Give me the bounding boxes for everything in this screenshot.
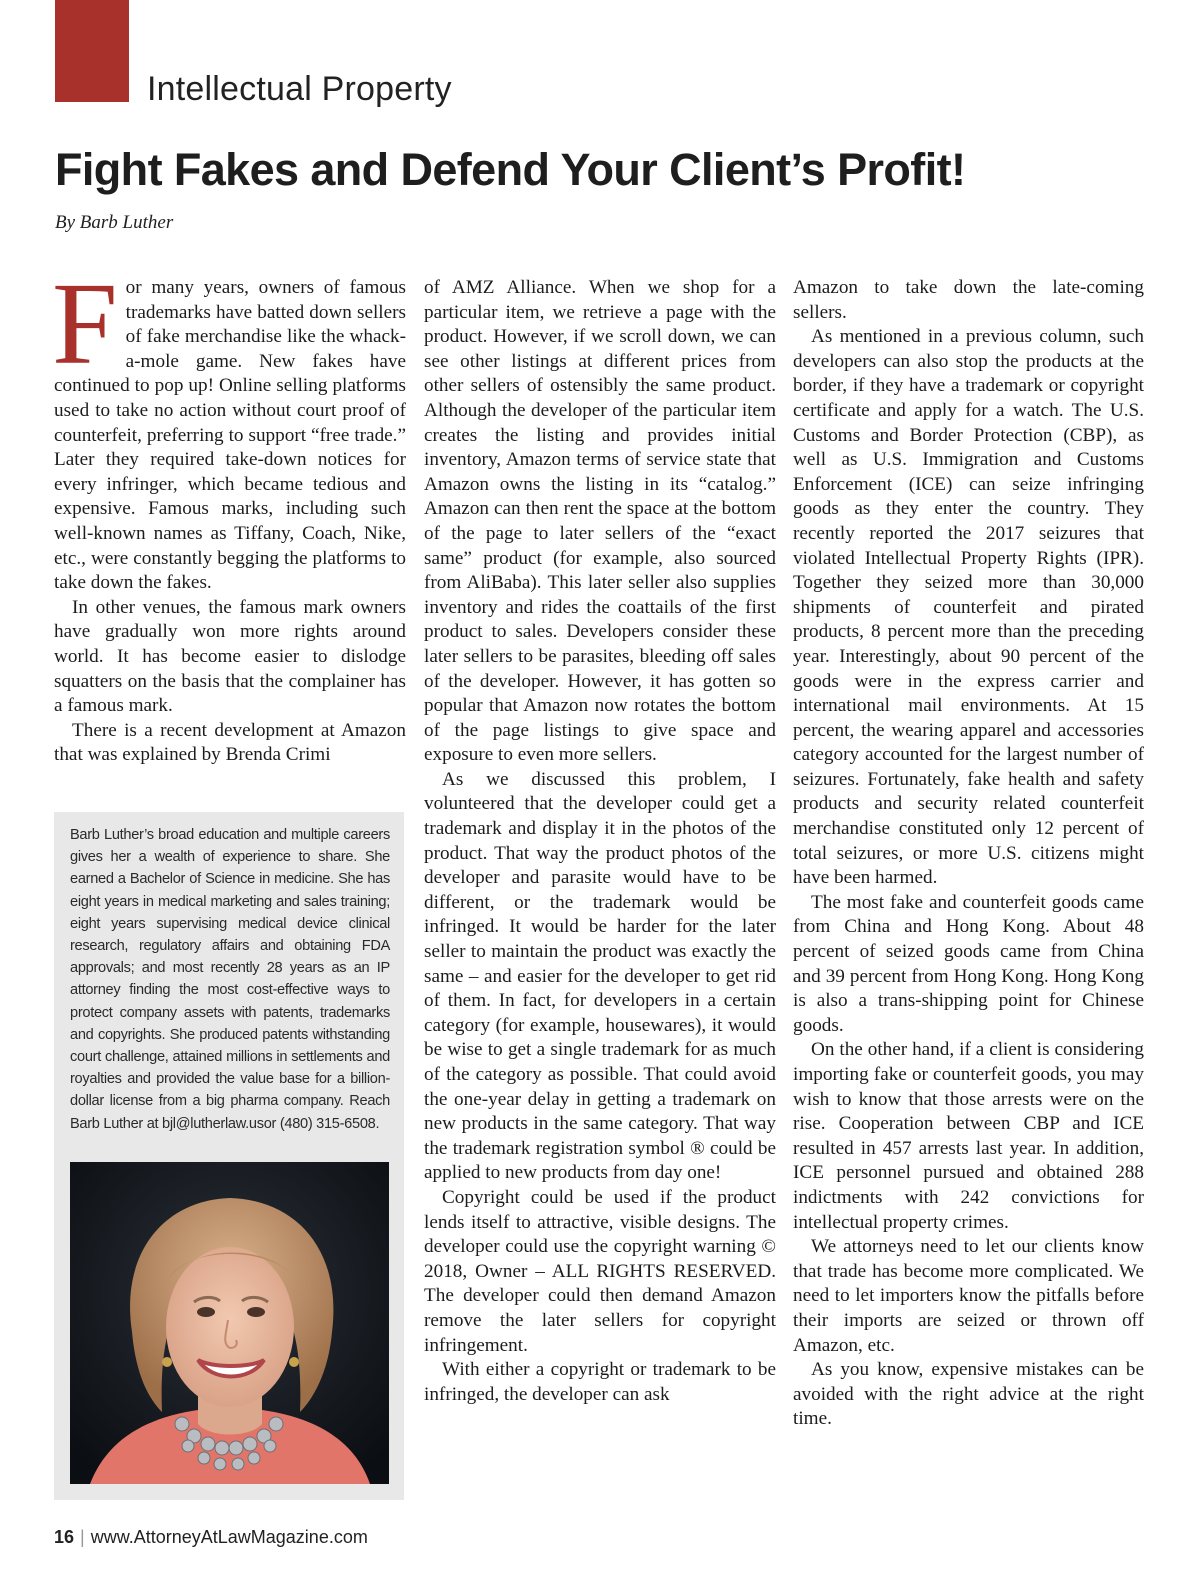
paragraph: The most fake and counterfeit goods came from China and Hong Kong. About 48 percent of seized goods came from China and 39 percent from Hong Kong. Hong Kong is also a trans-shipping point for Chinese goods. <box>793 891 1144 1036</box>
author-bio: Barb Luther’s broad education and multiple careers gives her a wealth of experience to share. She earned a Bachelor of Science in medicine. She has eight years in medical marketing and sales training; eight years supervising medical device clinical research, regulatory affairs and obtaining FDA approvals; and most recently 28 years as an IP attorney finding the most cost-effective ways to protect company assets with patents, trademarks and copyrights. She produced patents withstanding court challenge, attained millions in settlements and royalties and provided the value base for a billion-dollar license from a big pharma company. Reach Barb Luther at bjl@lutherlaw.usor (480) 315-6508. <box>70 827 390 1132</box>
paragraph: Copyright could be used if the product lends itself to attractive, visible designs. The developer could use the copyright warning © 2018, Owner – ALL RIGHTS RESERVED. The developer could then demand Amazon remove the later sellers for copyright infringement. <box>424 1186 776 1356</box>
footer-divider: | <box>80 1527 85 1547</box>
paragraph <box>52 258 406 596</box>
author-bio-box <box>54 812 404 1500</box>
paragraph: We attorneys need to let our clients know that trade has become more complicated. We need to let importers know the pitfalls before their imports are seized or thrown off Amazon, etc. <box>793 1236 1144 1356</box>
paragraph-text: or many years, owners of famous trademarks have batted down sellers of fake merchandise like the whack-a-mole game. New fakes have continued to pop up! Online selling platforms used to take no action without court proof of counterfeit, preferring to support “free trade.” Later they required take-down notices for every infringer, which became tedious and expensive. Famous marks, including such well-known names as Tiffany, Coach, Nike, etc., were constantly begging the platforms to take down the fakes. <box>54 277 406 594</box>
headshot-portrait-icon <box>70 1162 389 1484</box>
paragraph: As we discussed this problem, I volunteered that the developer could get a trademark and display it in the photos of the product. That way the product photos of the developer and parasite would have to be different, or the trademark would be infringed. It would be harder for the later seller to maintain the product was exactly the same – and easier for the developer to get rid of them. In fact, for developers in a certain category (for example, housewares), it would be wise to get a single trademark for as much of the category as possible. That could avoid the one-year delay in getting a trademark on new products in the same category. That way the trademark registration symbol ® could be applied to new products from day one! <box>424 768 776 1184</box>
paragraph: There is a recent development at Amazon that was explained by Brenda Crimi <box>54 719 406 766</box>
paragraph: In other venues, the famous mark owners have gradually won more rights around world. It has become easier to dislodge squatters on the basis that the complainer has a famous mark. <box>54 596 406 717</box>
section-label: Intellectual Property <box>147 70 452 108</box>
page-footer <box>54 1527 368 1548</box>
section-color-block <box>55 0 129 102</box>
article-title: Fight Fakes and Defend Your Client’s Profit! <box>55 144 966 195</box>
paragraph: Amazon to take down the late-coming sellers. <box>793 277 1144 323</box>
paragraph: As mentioned in a previous column, such developers can also stop the products at the border, if they have a trademark or copyright certificate and apply for a watch. The U.S. Customs and Border Protection (CBP), as well as U.S. Immigration and Customs Enforcement (ICE) can seize infringing goods as they enter the country. They recently reported the 2017 seizures that violated Intellectual Property Rights (IPR). Together they seized more than 30,000 shipments of counterfeit and pirated products, 8 percent more than the preceding year. Interestingly, about 90 percent of the goods were in the express carrier and international mail environments. At 15 percent, the wearing apparel and accessories category accounted for the largest number of seizures. Fortunately, fake health and safety products and security related counterfeit merchandise constituted only 12 percent of total seizures, or more U.S. citizens might have been harmed. <box>793 326 1144 889</box>
page-number: 16 <box>54 1527 75 1547</box>
footer-website-link[interactable]: www.AttorneyAtLawMagazine.com <box>90 1527 368 1547</box>
article-column-1 <box>52 258 406 816</box>
drop-cap: F <box>52 258 118 389</box>
paragraph: of AMZ Alliance. When we shop for a particular item, we retrieve a page with the product. However, if we scroll down, we can see other listings at different prices from other sellers of ostensibly the same product. Although the developer of the particular item creates the listing and provides initial inventory, Amazon terms of service state that Amazon owns the listing in its “catalog.” Amazon can then rent the space at the bottom of the page to later sellers of the “exact same” product (for example, also sourced from AliBaba). This later seller also supplies inventory and rides the coattails of the first product to sales. Developers consider these later sellers to be parasites, bleeding off sales of the developer. However, it has gotten so popular that Amazon now rotates the bottom of the page listings to give space and exposure to even more sellers. <box>424 277 776 766</box>
paragraph: With either a copyright or trademark to be infringed, the developer can ask <box>424 1359 776 1405</box>
author-portrait <box>70 1162 389 1484</box>
article-column-3 <box>793 276 1144 1521</box>
article-column-2 <box>424 276 776 1521</box>
byline: By Barb Luther <box>55 212 174 233</box>
paragraph: As you know, expensive mistakes can be avoided with the right advice at the right time. <box>793 1359 1144 1430</box>
paragraph: On the other hand, if a client is considering importing fake or counterfeit goods, you may wish to know that those arrests were on the rise. Cooperation between CBP and ICE resulted in 457 arrests last year. In addition, ICE personnel pursued and obtained 288 indictments with 242 convictions for intellectual property crimes. <box>793 1039 1144 1233</box>
